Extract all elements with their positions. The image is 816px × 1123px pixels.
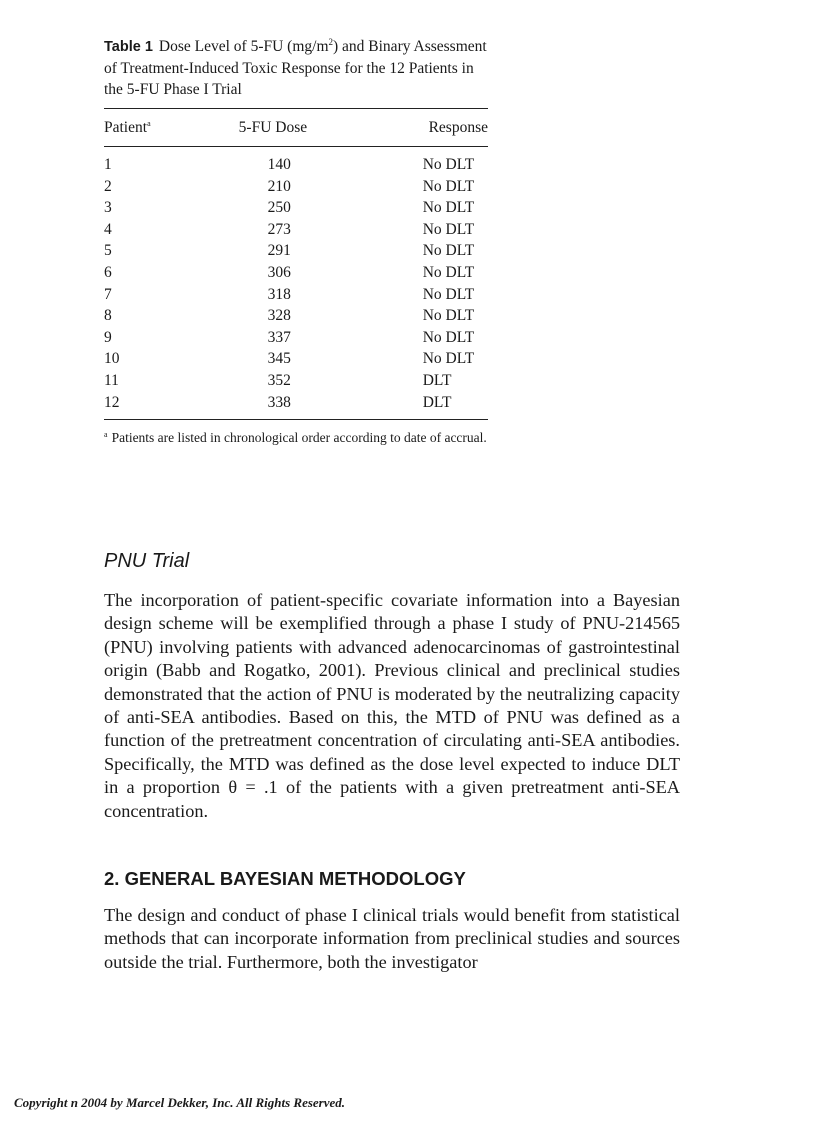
cell-patient: 4 bbox=[104, 220, 112, 238]
table-row bbox=[104, 370, 488, 392]
table-row bbox=[104, 327, 488, 349]
table-body bbox=[104, 146, 488, 413]
cell-response: No DLT bbox=[422, 199, 475, 217]
cell-response: No DLT bbox=[422, 177, 475, 195]
pnu-trial-paragraph: The incorporation of patient-specific covariate information into a Bayesian design scheme will be exemplified through a phase I study of PNU-214565 (PNU) involving patients with advanced adenocarcinomas of gastrointestinal origin (Babb and Rogatko, 2001). Previous clinical and preclinical studies demonstrated that the action of PNU is moderated by the neutralizing capacity of anti-SEA antibodies. Based on this, the MTD of PNU was defined as a function of the pretreatment concentration of circulating anti-SEA antibodies. Specifically, the MTD was defined as the dose level expected to induce DLT in a proportion θ = .1 of the patients with a given pretreatment anti-SEA concentration. bbox=[104, 590, 680, 821]
table-footnote bbox=[104, 428, 488, 447]
header-response: Response bbox=[428, 118, 488, 136]
cell-patient: 11 bbox=[104, 371, 119, 389]
cell-response: No DLT bbox=[422, 242, 475, 260]
cell-dose: 306 bbox=[267, 263, 291, 281]
table-label: Table 1 bbox=[104, 39, 153, 55]
table-row bbox=[104, 219, 488, 241]
cell-patient: 5 bbox=[104, 242, 112, 260]
table-header-row bbox=[104, 109, 488, 146]
cell-response: No DLT bbox=[422, 285, 475, 303]
cell-patient: 1 bbox=[104, 156, 112, 173]
table-caption bbox=[104, 36, 488, 100]
header-patient-footnote-mark: a bbox=[147, 118, 151, 128]
table-row bbox=[104, 154, 488, 176]
dose-table bbox=[104, 109, 488, 413]
header-patient: Patient$^a$ bbox=[104, 118, 151, 136]
general-methodology-heading: 2. GENERAL BAYESIAN METHODOLOGY bbox=[104, 868, 466, 889]
cell-dose: 140 bbox=[267, 156, 291, 173]
table-row bbox=[104, 262, 488, 284]
cell-dose: 318 bbox=[267, 285, 291, 303]
footnote-mark: a bbox=[104, 430, 108, 440]
cell-response: No DLT bbox=[422, 350, 475, 368]
cell-patient: 8 bbox=[104, 307, 112, 325]
footnote-text: Patients are listed in chronological order according to date of accrual. bbox=[111, 430, 487, 446]
cell-dose: 328 bbox=[267, 307, 291, 325]
table-row bbox=[104, 348, 488, 370]
cell-response: No DLT bbox=[422, 328, 475, 346]
cell-patient: 7 bbox=[104, 285, 112, 303]
table-1 bbox=[104, 36, 488, 447]
cell-dose: 210 bbox=[267, 177, 291, 195]
table-row bbox=[104, 305, 488, 327]
table-row bbox=[104, 284, 488, 306]
cell-patient: 10 bbox=[104, 350, 120, 368]
cell-response: No DLT bbox=[422, 307, 475, 325]
general-methodology-paragraph: The design and conduct of phase I clinical trials would benefit from statistical methods that can incorporate information from preclinical studies and sources outside the trial. Furthermore, both the investigator bbox=[104, 905, 680, 972]
cell-patient: 12 bbox=[104, 393, 120, 411]
cell-response: No DLT bbox=[422, 220, 475, 238]
cell-patient: 6 bbox=[104, 263, 112, 281]
cell-patient: 3 bbox=[104, 199, 112, 217]
table-row bbox=[104, 240, 488, 262]
table-row bbox=[104, 392, 488, 414]
cell-response: DLT bbox=[422, 371, 452, 389]
cell-response: No DLT bbox=[422, 156, 475, 173]
cell-patient: 2 bbox=[104, 177, 112, 195]
cell-patient: 9 bbox=[104, 328, 112, 346]
cell-dose: 250 bbox=[267, 199, 291, 217]
caption-superscript: 2 bbox=[328, 37, 333, 47]
cell-dose: 345 bbox=[267, 350, 291, 368]
cell-dose: 338 bbox=[267, 393, 291, 411]
cell-response: No DLT bbox=[422, 263, 475, 281]
table-row bbox=[104, 176, 488, 198]
cell-dose: 337 bbox=[267, 328, 291, 346]
table-bottom-rule bbox=[104, 419, 488, 420]
cell-dose: 291 bbox=[267, 242, 291, 260]
copyright-footer: Copyright n 2004 by Marcel Dekker, Inc. All Rights Reserved. bbox=[14, 1095, 346, 1110]
pnu-trial-heading: PNU Trial bbox=[104, 550, 190, 572]
cell-response: DLT bbox=[422, 393, 452, 411]
cell-dose: 273 bbox=[267, 220, 291, 238]
table-row bbox=[104, 197, 488, 219]
caption-text-part2: ) and Binary Assessment of Treatment-Induced Toxic Response for the 12 Patients in the 5-FU Phase I Trial bbox=[104, 38, 487, 98]
caption-text-part1: Dose Level of 5-FU (mg/m bbox=[158, 38, 329, 55]
header-dose: 5-FU Dose bbox=[238, 118, 308, 136]
cell-dose: 352 bbox=[267, 371, 291, 389]
